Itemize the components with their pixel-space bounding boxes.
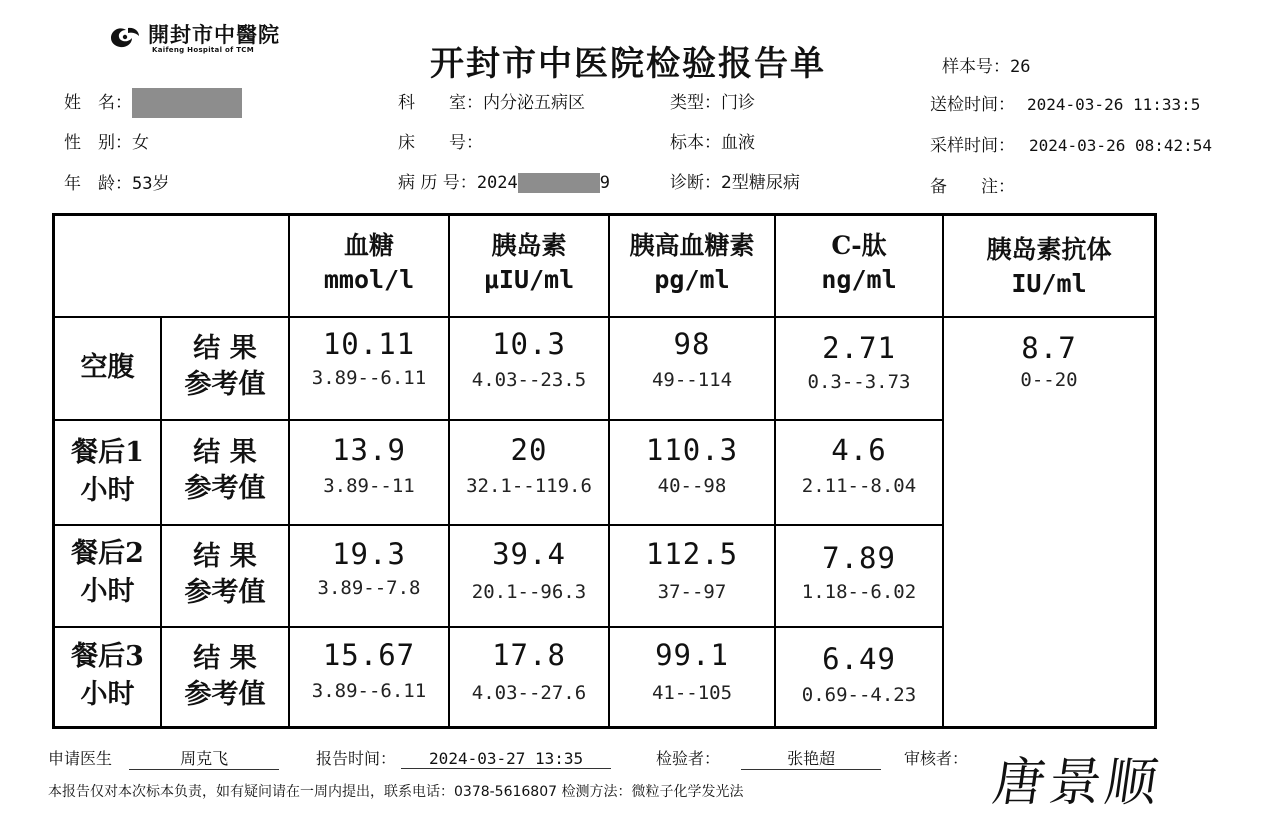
bed-number <box>398 128 483 153</box>
result-label: 结 果 <box>193 437 257 468</box>
collect-time-value: 2024-03-26 08:42:54 <box>1029 136 1213 155</box>
row-label-fasting <box>55 349 160 387</box>
reference-label: 参考值 <box>184 473 266 504</box>
column-unit: pg/ml <box>654 265 730 294</box>
table-cell <box>450 638 608 704</box>
reviewer <box>904 746 968 769</box>
patient-name <box>64 88 242 118</box>
reference-range: 0.3--3.73 <box>807 371 911 393</box>
column-name: 胰岛素抗体 <box>986 235 1112 264</box>
medical-record-number <box>398 168 610 193</box>
report-time-value: 2024-03-27 13:35 <box>401 749 611 769</box>
patient-name-redacted <box>132 88 242 118</box>
remark <box>930 172 1015 197</box>
reference-range: 3.89--6.11 <box>311 680 427 702</box>
result-reference-label <box>162 331 288 403</box>
result-value: 8.7 <box>1021 331 1077 365</box>
row-label-line: 餐后3 <box>71 641 144 672</box>
column-name: 血糖 <box>343 231 394 260</box>
result-value: 112.5 <box>645 537 739 571</box>
reviewer-signature: 唐景顺 <box>989 753 1166 813</box>
medical-record-redacted <box>518 173 600 193</box>
row-label-line: 小时 <box>80 679 135 710</box>
reference-range: 20.1--96.3 <box>471 581 587 603</box>
diagnosis-value: 2型糖尿病 <box>721 173 800 193</box>
patient-age-label: 年 龄： <box>64 174 132 194</box>
reference-range: 40--98 <box>657 475 727 497</box>
table-cell <box>290 433 448 497</box>
result-value: 4.6 <box>831 433 887 467</box>
reference-range: 3.89--7.8 <box>317 577 421 599</box>
patient-gender-label: 性 别： <box>64 133 132 153</box>
patient-name-label: 姓 名： <box>64 93 132 113</box>
requesting-doctor-value: 周克飞 <box>129 746 279 770</box>
result-value: 99.1 <box>655 638 729 672</box>
result-value: 7.89 <box>822 541 896 575</box>
table-header-divider <box>52 316 1157 318</box>
reference-range: 3.89--11 <box>323 475 415 497</box>
column-name: 胰岛素 <box>491 231 567 260</box>
row-label-line: 小时 <box>80 576 135 607</box>
reference-range: 37--97 <box>657 581 727 603</box>
result-value: 110.3 <box>645 433 739 467</box>
table-cell <box>450 327 608 391</box>
report-disclaimer: 本报告仅对本次标本负责，如有疑问请在一周内提出，联系电话：0378-5616807 检测方法：微粒子化学发光法 <box>48 784 744 800</box>
result-reference-label <box>162 435 288 507</box>
table-cell-antibody <box>944 331 1154 391</box>
result-reference-label <box>162 539 288 611</box>
table-cell <box>290 638 448 702</box>
medical-record-suffix: 9 <box>599 173 611 193</box>
hospital-emblem-icon <box>108 24 142 50</box>
table-cell <box>450 537 608 603</box>
sample-number-value: 26 <box>1010 57 1031 77</box>
row-label-line: 小时 <box>80 475 135 506</box>
row-label-1-hour <box>55 434 160 510</box>
inspector-value: 张艳超 <box>741 746 881 770</box>
result-value: 10.11 <box>322 327 416 361</box>
collect-time-label: 采样时间： <box>930 136 1015 156</box>
result-label: 结 果 <box>193 333 257 364</box>
patient-gender-value: 女 <box>132 133 149 153</box>
table-cell <box>450 433 608 497</box>
requesting-doctor <box>48 746 279 770</box>
result-table <box>52 213 1157 729</box>
column-header-glucose <box>290 229 448 297</box>
reference-range: 41--105 <box>651 682 733 704</box>
logo-chinese-name: 開封市中醫院 <box>148 22 280 47</box>
reference-range: 49--114 <box>651 369 733 391</box>
table-row-divider-1 <box>52 419 944 421</box>
remark-label: 备 注： <box>930 177 1015 197</box>
result-value: 17.8 <box>492 638 566 672</box>
reference-label: 参考值 <box>184 577 266 608</box>
column-unit: ng/ml <box>821 265 897 294</box>
reference-range: 1.18--6.02 <box>801 581 917 603</box>
result-value: 6.49 <box>822 642 896 676</box>
sample-number-label: 样本号： <box>942 57 1010 77</box>
medical-record-label: 病 历 号： <box>398 173 477 193</box>
column-header-insulin-antibody <box>944 233 1154 301</box>
table-cell <box>610 537 774 603</box>
diagnosis-label: 诊断： <box>670 173 721 193</box>
table-cell <box>290 537 448 599</box>
table-cell <box>776 642 942 706</box>
department-value: 内分泌五病区 <box>483 93 585 113</box>
bed-number-label: 床 号： <box>398 133 483 153</box>
reference-range: 4.03--23.5 <box>471 369 587 391</box>
table-row-divider-2 <box>52 524 944 526</box>
column-header-c-peptide <box>776 229 942 297</box>
report-time <box>316 746 611 769</box>
report-title: 开封市中医院检验报告单 <box>430 44 826 84</box>
table-cell <box>610 433 774 497</box>
result-value: 10.3 <box>492 327 566 361</box>
report-time-label: 报告时间： <box>316 749 397 768</box>
result-value: 2.71 <box>822 331 896 365</box>
result-value: 19.3 <box>332 537 406 571</box>
sample-number <box>942 52 1030 77</box>
column-header-insulin <box>450 229 608 297</box>
column-name: 胰高血糖素 <box>629 231 755 260</box>
row-label-2-hour <box>55 535 160 611</box>
patient-age <box>64 169 169 194</box>
result-value: 20 <box>510 433 548 467</box>
visit-type-value: 门诊 <box>721 93 755 113</box>
table-cell <box>290 327 448 389</box>
reference-range: 32.1--119.6 <box>466 475 592 497</box>
table-border-bottom-right <box>52 726 1157 729</box>
column-name: C-肽 <box>831 231 887 260</box>
medical-record-prefix: 2024 <box>476 173 518 193</box>
table-cell <box>776 433 942 497</box>
diagnosis <box>670 168 800 193</box>
result-value: 15.67 <box>322 638 416 672</box>
row-label-line: 空腹 <box>80 352 135 383</box>
submit-time-label: 送检时间： <box>930 95 1015 115</box>
row-label-line: 餐后1 <box>71 437 144 468</box>
table-cell <box>776 331 942 393</box>
reference-range: 0--20 <box>1020 369 1078 391</box>
visit-type-label: 类型： <box>670 93 721 113</box>
logo-english-name: Kaifeng Hospital of TCM <box>152 46 254 54</box>
table-cell <box>610 638 774 704</box>
row-label-line: 餐后2 <box>71 538 144 569</box>
submit-time <box>930 90 1200 115</box>
result-label: 结 果 <box>193 643 257 674</box>
column-header-glucagon <box>610 229 774 297</box>
column-unit: mmol/l <box>323 265 415 294</box>
inspector <box>656 746 881 770</box>
specimen-label: 标本： <box>670 133 721 153</box>
visit-type <box>670 88 755 113</box>
table-border-right <box>1154 213 1157 729</box>
reference-label: 参考值 <box>184 679 266 710</box>
reference-label: 参考值 <box>184 369 266 400</box>
reference-range: 0.69--4.23 <box>801 684 917 706</box>
patient-age-value: 53岁 <box>132 174 170 194</box>
submit-time-value: 2024-03-26 11:33:5 <box>1027 95 1201 114</box>
inspector-label: 检验者： <box>656 749 721 768</box>
result-label: 结 果 <box>193 541 257 572</box>
result-value: 98 <box>673 327 711 361</box>
table-row-divider-3 <box>52 626 944 628</box>
result-value: 39.4 <box>492 537 566 571</box>
patient-gender <box>64 128 149 153</box>
column-unit: IU/ml <box>1011 269 1087 298</box>
department-label: 科 室： <box>398 93 483 113</box>
specimen <box>670 128 755 153</box>
reference-range: 2.11--8.04 <box>801 475 917 497</box>
specimen-value: 血液 <box>721 133 755 153</box>
row-label-3-hour <box>55 638 160 714</box>
hospital-logo <box>108 24 280 54</box>
reference-range: 3.89--6.11 <box>311 367 427 389</box>
table-cell <box>776 541 942 603</box>
reviewer-label: 审核者： <box>904 749 969 768</box>
result-value: 13.9 <box>332 433 406 467</box>
table-cell <box>610 327 774 391</box>
collect-time <box>930 131 1212 156</box>
column-unit: μIU/ml <box>483 265 575 294</box>
requesting-doctor-label: 申请医生 <box>48 749 113 768</box>
reference-range: 4.03--27.6 <box>471 682 587 704</box>
table-border-top <box>52 213 1157 216</box>
department <box>398 88 585 113</box>
result-reference-label <box>162 641 288 713</box>
